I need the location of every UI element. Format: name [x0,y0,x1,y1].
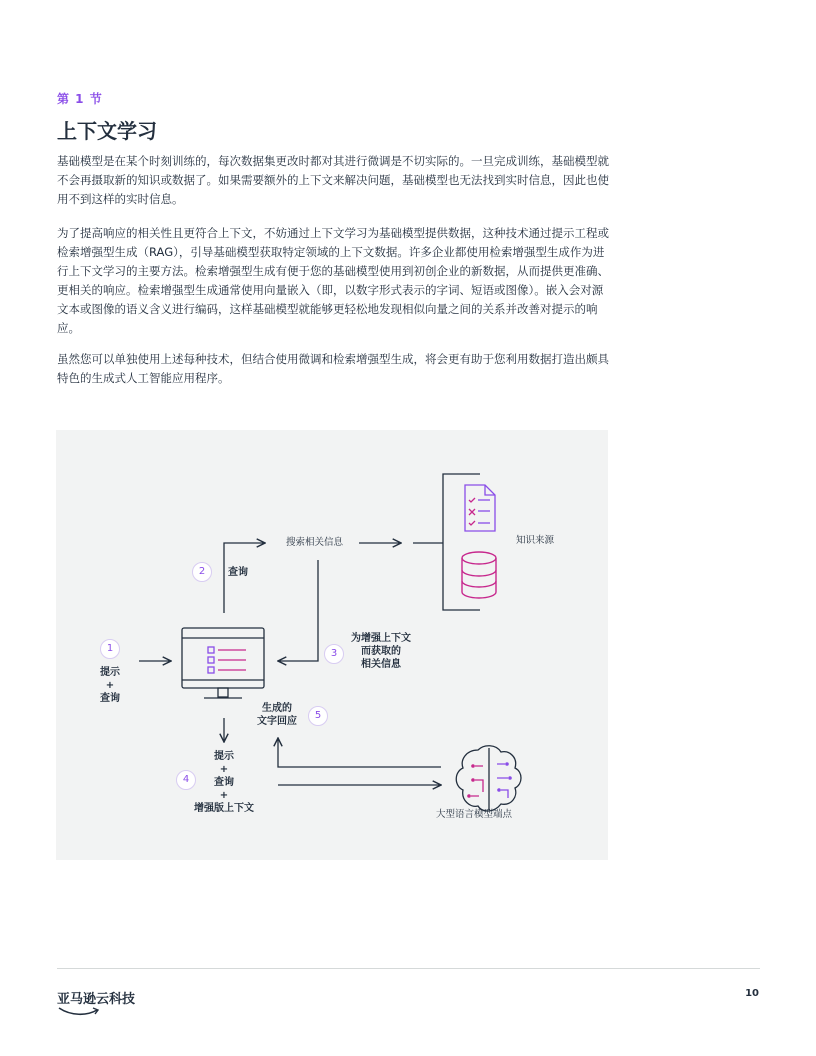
arrow-context-to-app [278,560,318,661]
computer-screen-icon [182,628,264,698]
step-label: 生成的 文字回应 [257,703,297,727]
section-label: 第 1 节 [57,92,103,106]
brain-circuit-icon [456,746,521,811]
document-checklist-icon [465,485,495,531]
body-paragraph: 基础模型是在某个时刻训练的，每次数据集更改时都对其进行微调是不切实际的。一旦完成训练，基础模型就不会再摄取新的知识或数据了。如果需要额外的上下文来解决问题，基础模型也无法找到实时信息，因此也使用不到这样的实时信息。 [57,154,609,206]
rag-diagram [56,430,608,860]
page-title: 上下文学习 [57,119,157,143]
step-label: 提示 + 查询 + 增强版上下文 [194,751,254,814]
body-paragraph: 为了提高响应的相关性且更符合上下文，不妨通过上下文学习为基础模型提供数据，这种技术通过提示工程或检索增强型生成（RAG），引导基础模型获取特定领域的上下文数据。许多企业都使用检索增强型生成作为进行上下文学习的主要方法。检索增强型生成有便于您的基础模型使用到初创企业的新数据，从而提供更准确、更相关的响应。检索增强型生成通常使用向量嵌入（即，以数字形式表示的字词、短语或图像）。嵌入会对源文本或图像的语义含义进行编码，这样基础模型就能够更轻松地发现相似向量之间的关系并改善对提示的响应。 [57,226,609,335]
llm-endpoint-label: 大型语言模型端点 [436,809,513,820]
step-badge: 4 [176,770,196,790]
database-icon [462,552,496,598]
page-number: 10 [745,988,759,999]
step-badge: 3 [324,644,344,664]
step-badge: 1 [100,639,120,659]
brand-logo: 亚马逊云科技 [57,992,136,1007]
step-badge: 5 [308,706,328,726]
footer-divider [57,968,760,969]
search-label: 搜索相关信息 [286,537,344,548]
step-badge: 2 [192,562,212,582]
arrow-llm-response [278,738,441,767]
step-label: 查询 [228,567,248,578]
brand-smile-icon [57,1005,103,1017]
step-label: 为增强上下文 而获取的 相关信息 [351,633,411,670]
body-paragraph: 虽然您可以单独使用上述每种技术，但结合使用微调和检索增强型生成，将会更有助于您利用数据打造出颇具特色的生成式人工智能应用程序。 [57,352,609,385]
knowledge-source-label: 知识来源 [516,535,555,546]
step-label: 提示 + 查询 [100,667,120,704]
